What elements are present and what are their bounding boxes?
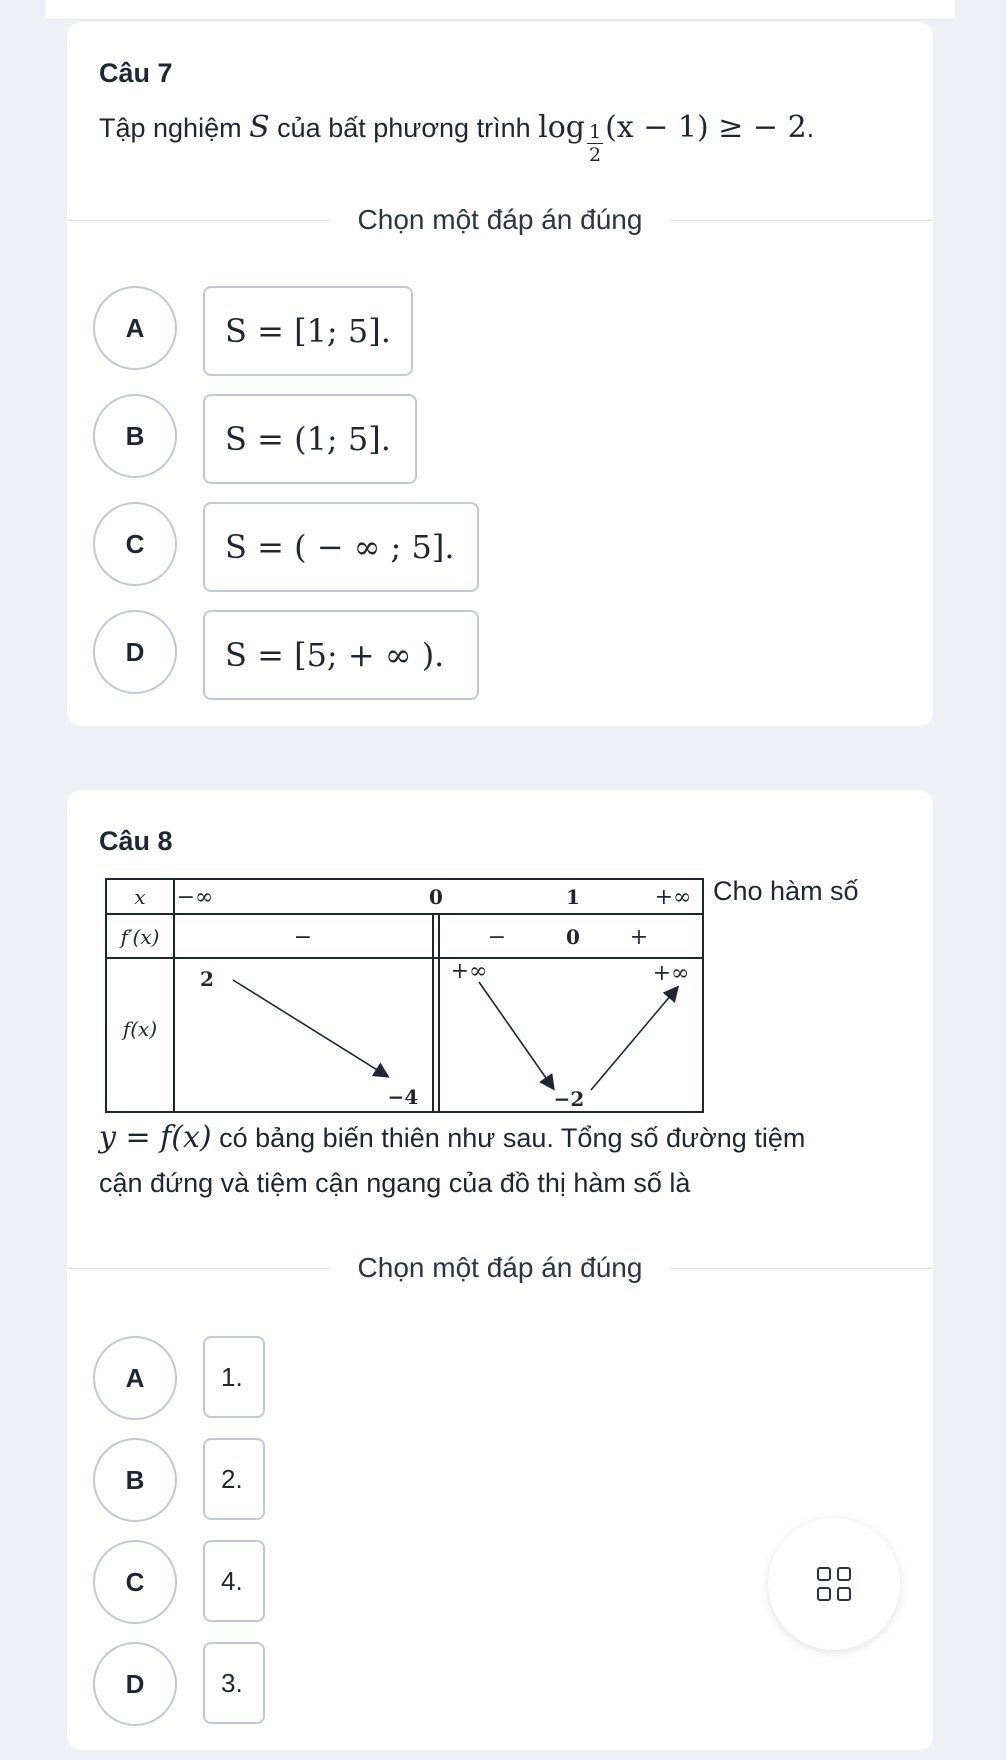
option-value[interactable]: 4. [203,1540,265,1622]
fprime-sign: − [293,925,313,950]
variation-table [105,878,705,1114]
question-text: Tập nghiệm S của bất phương trình log $\frac{1}{2}$ (x − 1) ≥ − 2. [99,110,815,166]
choose-answer-divider: Chọn một đáp án đúng [67,202,933,238]
option-value[interactable]: S = [1; 5]. [203,286,413,376]
option-value[interactable]: S = (1; 5]. [203,394,417,484]
option-letter[interactable]: D [93,1642,177,1726]
question-title: Câu 8 [99,826,173,856]
question-text-inline: Cho hàm số [713,876,859,906]
x-value: 1 [566,885,580,909]
x-value: −∞ [176,885,214,910]
option-value[interactable]: S = [5; + ∞ ). [203,610,479,700]
fprime-sign: + [629,925,649,950]
x-value: +∞ [654,885,692,910]
option-letter[interactable]: B [93,1438,177,1522]
option-letter[interactable]: B [93,394,177,478]
option-letter[interactable]: C [93,1540,177,1624]
f-value: +∞ [652,961,690,986]
option-letter[interactable]: D [93,610,177,694]
option-value[interactable]: 2. [203,1438,265,1520]
f-value: −4 [387,1085,419,1109]
question-grid-button[interactable] [768,1518,900,1650]
question-title: Câu 7 [99,58,173,88]
choose-answer-divider: Chọn một đáp án đúng [67,1250,933,1286]
log-expression: log $\frac{1}{2}$ (x − 1) ≥ − 2 [538,110,807,166]
x-value: 0 [429,885,443,909]
decrease-arrow [479,982,553,1088]
increase-arrow [591,988,677,1090]
option-value[interactable]: 1. [203,1336,265,1418]
option-letter[interactable]: C [93,502,177,586]
f-value: −2 [553,1087,585,1111]
option-letter[interactable]: A [93,286,177,370]
decrease-arrow [233,980,387,1076]
question-card-7 [67,22,933,726]
question-text: y = f(x) có bảng biến thiên như sau. Tổng số đường tiệm [99,1120,806,1155]
log-base-fraction: $\frac{1}{2}$ [588,120,602,166]
option-value[interactable]: 3. [203,1642,265,1724]
f-label: f(x) [122,1017,158,1041]
f-value: +∞ [450,959,488,984]
question-text: cận đứng và tiệm cận ngang của đồ thị hàm số là [99,1168,691,1198]
fprime-sign: − [487,925,507,950]
fprime-label: f′(x) [120,925,160,949]
option-value[interactable]: S = ( − ∞ ; 5]. [203,502,479,592]
fprime-zero: 0 [566,925,580,949]
option-letter[interactable]: A [93,1336,177,1420]
previous-card-edge [45,0,955,20]
f-value: 2 [200,967,214,991]
x-label: x [134,885,146,909]
